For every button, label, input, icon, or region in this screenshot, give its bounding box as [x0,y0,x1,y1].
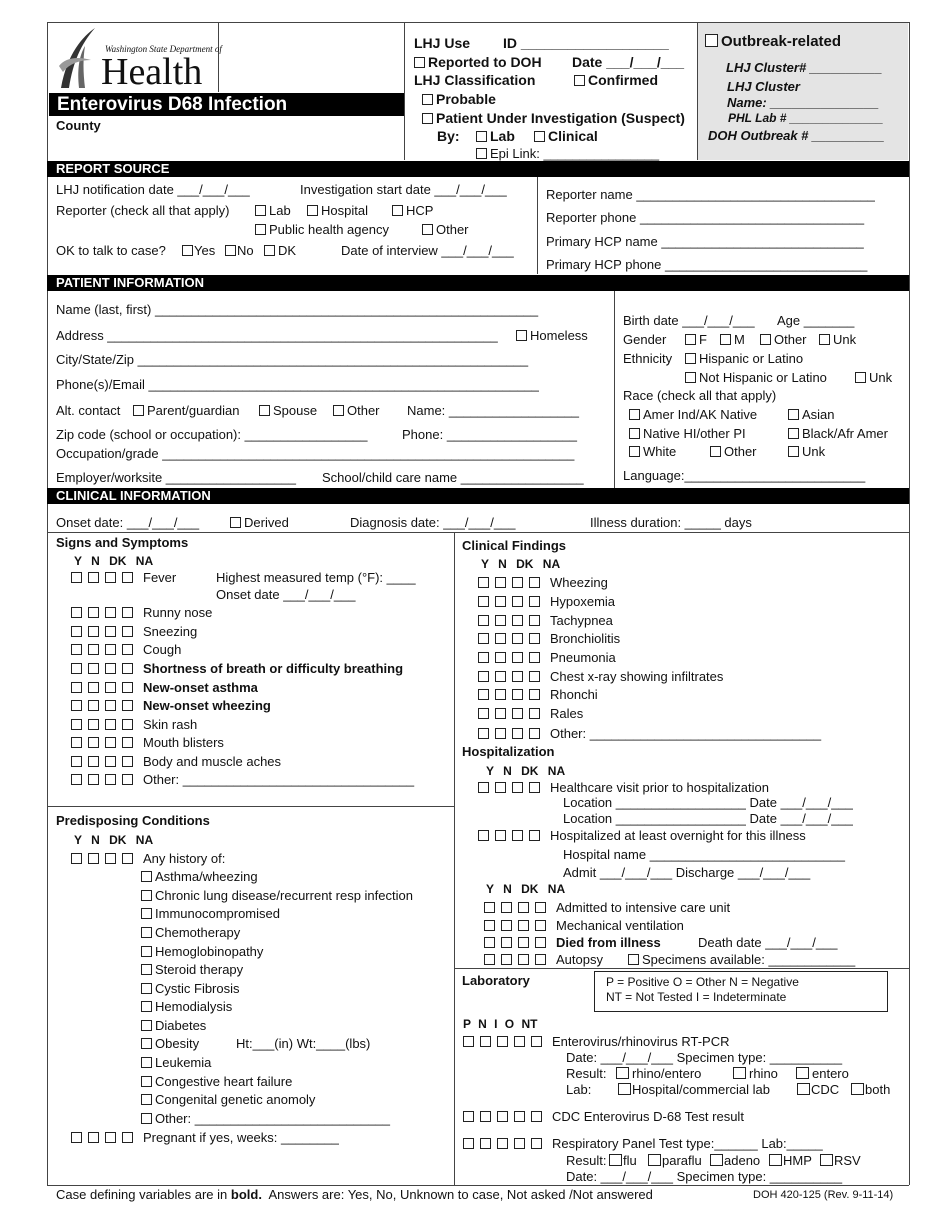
city-state-zip-field[interactable]: City/State/Zip ______________________________________________________ [56,352,529,367]
finding-row[interactable]: Rhonchi [478,687,598,702]
ethnicity-label: Ethnicity [623,351,673,366]
race-other-option[interactable]: Other [710,444,757,459]
hispanic-option[interactable]: Hispanic or Latino [685,351,803,366]
county-label: County [56,118,101,133]
race-native-hi-option[interactable]: Native HI/other PI [629,426,746,441]
history-item[interactable]: Congenital genetic anomoly [141,1092,315,1107]
resp-hmp[interactable]: HMP [769,1153,812,1168]
symptom-row[interactable]: Mouth blisters [71,735,224,750]
symptom-row[interactable]: New-onset wheezing [71,698,271,713]
resp-flu[interactable]: flu [609,1153,637,1168]
finding-row[interactable]: Tachypnea [478,613,613,628]
history-item[interactable]: Diabetes [141,1018,206,1033]
symptom-row[interactable]: Shortness of breath or difficulty breathing [71,661,403,676]
icu-yn-header: Y N DK NA [486,882,566,896]
probable-option[interactable]: Probable [422,91,496,107]
lhj-cluster-num[interactable]: LHJ Cluster# __________ [726,60,883,75]
alt-spouse-option[interactable]: Spouse [259,403,317,418]
any-history-row[interactable]: Any history of: [71,851,225,866]
gender-f-option[interactable]: F [685,332,707,347]
gender-m-option[interactable]: M [720,332,745,347]
legend-line-1: P = Positive O = Other N = Negative [606,975,799,989]
history-item[interactable]: Other: ___________________________ [141,1111,390,1126]
reporter-public-health-option[interactable]: Public health agency [255,222,389,237]
lab-result-header: P N I O NT [463,1017,538,1031]
derived-option[interactable]: Derived [230,515,289,530]
resp-adeno[interactable]: adeno [710,1153,760,1168]
zip-code-field[interactable]: Zip code (school or occupation): _________________ [56,427,368,442]
lhj-use-label: LHJ Use [414,35,471,51]
history-item[interactable]: Chemotherapy [141,925,240,940]
lhj-id-field[interactable]: ID ___________________ [503,35,669,51]
symptom-row[interactable]: New-onset asthma [71,680,258,695]
resp-paraflu[interactable]: paraflu [648,1153,702,1168]
history-item[interactable]: Congestive heart failure [141,1074,292,1089]
finding-row[interactable]: Pneumonia [478,650,616,665]
by-label: By: [437,128,460,144]
signs-yn-header: Y N DK NA [74,554,154,568]
reporter-hospital-option[interactable]: Hospital [307,203,368,218]
result-entero[interactable]: entero [796,1066,849,1081]
laboratory-title: Laboratory [462,973,530,988]
ethnicity-unk-option[interactable]: Unk [855,370,892,385]
highest-temp-field[interactable]: Highest measured temp (°F): ____ [216,570,416,585]
history-item[interactable]: Leukemia [141,1055,211,1070]
gender-unk-option[interactable]: Unk [819,332,856,347]
alt-contact-label: Alt. contact [56,403,121,418]
symptom-row[interactable]: Sneezing [71,624,197,639]
phone-email-field[interactable]: Phone(s)/Email ______________________________________________________ [56,377,539,392]
history-item[interactable]: Hemodialysis [141,999,232,1014]
dept-name: Washington State Department of [105,44,222,54]
specimens-available[interactable]: Specimens available: ____________ [628,952,855,967]
alt-parent-option[interactable]: Parent/guardian [133,403,240,418]
symptom-row[interactable]: Runny nose [71,605,212,620]
school-field[interactable]: School/child care name _________________ [322,470,584,485]
died-row[interactable]: Died from illness [484,935,661,950]
admit-discharge-field[interactable]: Admit ___/___/___ Discharge ___/___/___ [563,865,811,880]
finding-row[interactable]: Wheezing [478,575,608,590]
hospitalization-title: Hospitalization [462,744,555,759]
logo-swoosh-icon [55,26,101,92]
height-weight-field[interactable]: Ht:___(in) Wt:____(lbs) [236,1036,371,1051]
doh-outbreak-field[interactable]: DOH Outbreak # __________ [708,128,885,143]
form-number: DOH 420-125 (Rev. 9-11-14) [753,1189,894,1201]
cluster-name-field[interactable]: Name: _______________ [727,95,879,110]
form-title: Enterovirus D68 Infection [49,93,404,116]
case-defining-note: Case defining variables are in bold. Answers are: Yes, No, Unknown to case, Not asked /Not answered [56,1187,653,1202]
clinical-info-header: CLINICAL INFORMATION [47,488,909,504]
reported-date-field[interactable]: Date ___/___/___ [572,54,685,70]
fever-onset-date[interactable]: Onset date ___/___/___ [216,587,356,602]
symptom-row[interactable]: Cough [71,642,181,657]
history-item[interactable]: Asthma/wheezing [141,869,258,884]
by-lab-option[interactable]: Lab [476,128,515,144]
reporter-lab-option[interactable]: Lab [255,203,291,218]
race-black-option[interactable]: Black/Afr Amer [788,426,888,441]
race-label: Race (check all that apply) [623,388,777,403]
rtpcr-result-label: Result: [566,1066,607,1081]
mech-vent-row[interactable]: Mechanical ventilation [484,918,684,933]
clinical-findings-title: Clinical Findings [462,538,567,553]
lab-cdc[interactable]: CDC [797,1082,839,1097]
by-clinical-option[interactable]: Clinical [534,128,598,144]
ok-dk-option[interactable]: DK [264,243,296,258]
not-hispanic-option[interactable]: Not Hispanic or Latino [685,370,827,385]
autopsy-row[interactable]: Autopsy [484,952,603,967]
history-item[interactable]: Chronic lung disease/recurrent resp infection [141,888,413,903]
finding-row[interactable]: Chest x-ray showing infiltrates [478,669,723,684]
symptom-row[interactable]: Skin rash [71,717,197,732]
lhj-cluster-label: LHJ Cluster [727,79,800,94]
predisposing-title: Predisposing Conditions [56,813,210,828]
death-date-field[interactable]: Death date ___/___/___ [698,935,838,950]
resp-panel-row[interactable]: Respiratory Panel Test type:______ Lab:_____ [463,1136,823,1151]
symptom-row[interactable]: Other: ________________________________ [71,772,414,787]
finding-row[interactable]: Bronchiolitis [478,631,620,646]
reporter-other-option[interactable]: Other [422,222,469,237]
pui-option[interactable]: Patient Under Investigation (Suspect) [422,110,685,126]
primary-hcp-phone-field[interactable]: Primary HCP phone ____________________________ [546,257,868,272]
reported-to-doh[interactable]: Reported to DOH [414,54,542,70]
location-1-field[interactable]: Location __________________ Date ___/___/___ [563,795,853,810]
hc-visit-row[interactable]: Healthcare visit prior to hospitalization [478,780,769,795]
lhj-notification-date[interactable]: LHJ notification date ___/___/___ [56,182,250,197]
race-white-option[interactable]: White [629,444,676,459]
legend-line-2: NT = Not Tested I = Indeterminate [606,990,787,1004]
finding-row[interactable]: Hypoxemia [478,594,615,609]
result-rhino-entero[interactable]: rhino/entero [616,1066,701,1081]
onset-date-field[interactable]: Onset date: ___/___/___ [56,515,200,530]
language-field[interactable]: Language:_________________________ [623,468,866,483]
confirmed-option[interactable]: Confirmed [574,72,658,88]
resp-result-label: Result: [566,1153,607,1168]
history-item[interactable]: Immunocompromised [141,906,280,921]
race-amer-ind-option[interactable]: Amer Ind/AK Native [629,407,757,422]
finding-row[interactable]: Rales [478,706,583,721]
ok-yes-option[interactable]: Yes [182,243,215,258]
lab-legend-box [594,971,888,1012]
history-item[interactable]: Cystic Fibrosis [141,981,240,996]
age-field[interactable]: Age _______ [777,313,855,328]
findings-yn-header: Y N DK NA [481,557,561,571]
icu-row[interactable]: Admitted to intensive care unit [484,900,730,915]
race-asian-option[interactable]: Asian [788,407,835,422]
reporter-hcp-option[interactable]: HCP [392,203,433,218]
phl-lab-field[interactable]: PHL Lab # ______________ [728,111,884,125]
date-of-interview[interactable]: Date of interview ___/___/___ [341,243,514,258]
resp-rsv[interactable]: RSV [820,1153,861,1168]
birth-date-field[interactable]: Birth date ___/___/___ [623,313,755,328]
rtpcr-row[interactable]: Enterovirus/rhinovirus RT-PCR [463,1034,729,1049]
history-item[interactable]: Hemoglobinopathy [141,944,263,959]
gender-label: Gender [623,332,667,347]
report-source-header: REPORT SOURCE [47,161,909,177]
epi-link-option[interactable]: Epi Link: ________________ [476,146,659,161]
ok-no-option[interactable]: No [225,243,254,258]
hosp-yn-header: Y N DK NA [486,764,566,778]
location-2-field[interactable]: Location __________________ Date ___/___/___ [563,811,853,826]
history-item[interactable]: Steroid therapy [141,962,243,977]
symptom-fever[interactable]: Fever [71,570,176,585]
reported-checkbox[interactable] [414,57,425,68]
lab-both[interactable]: both [851,1082,890,1097]
reporter-name-field[interactable]: Reporter name _________________________________ [546,187,875,202]
employer-field[interactable]: Employer/worksite __________________ [56,470,296,485]
cdc-test-row[interactable]: CDC Enterovirus D-68 Test result [463,1109,744,1124]
hospital-name-field[interactable]: Hospital name ___________________________ [563,847,845,862]
reporter-check-label: Reporter (check all that apply) [56,203,230,218]
rtpcr-date-field[interactable]: Date: ___/___/___ Specimen type: __________ [566,1050,843,1065]
alt-other-option[interactable]: Other [333,403,380,418]
ok-to-talk-label: OK to talk to case? [56,243,166,258]
alt-name-field[interactable]: Name: __________________ [407,403,580,418]
outbreak-related-option[interactable]: Outbreak-related [705,33,841,50]
occupation-field[interactable]: Occupation/grade _________________________________________________________ [56,446,575,461]
patient-name-field[interactable]: Name (last, first) _____________________________________________________ [56,302,539,317]
reporter-phone-field[interactable]: Reporter phone _______________________________ [546,210,865,225]
investigation-start-date[interactable]: Investigation start date ___/___/___ [300,182,507,197]
race-unk-option[interactable]: Unk [788,444,825,459]
alt-phone-field[interactable]: Phone: __________________ [402,427,577,442]
primary-hcp-name-field[interactable]: Primary HCP name ____________________________ [546,234,864,249]
illness-duration-field[interactable]: Illness duration: _____ days [590,515,752,530]
gender-other-option[interactable]: Other [760,332,807,347]
predisposing-yn-header: Y N DK NA [74,833,154,847]
logo-word: Health [101,51,203,93]
finding-row[interactable]: Other: ________________________________ [478,726,821,741]
history-item[interactable]: Obesity [141,1036,199,1051]
result-rhino[interactable]: rhino [733,1066,778,1081]
lhj-classification-label: LHJ Classification [414,72,536,88]
signs-symptoms-title: Signs and Symptoms [56,535,189,550]
symptom-row[interactable]: Body and muscle aches [71,754,281,769]
pregnant-row[interactable]: Pregnant if yes, weeks: ________ [71,1130,339,1145]
homeless-option[interactable]: Homeless [516,328,588,343]
hospitalized-row[interactable]: Hospitalized at least overnight for this illness [478,828,806,843]
patient-info-header: PATIENT INFORMATION [47,275,909,291]
address-field[interactable]: Address ______________________________________________________ [56,328,498,343]
lab-hospital-commercial[interactable]: Hospital/commercial lab [618,1082,770,1097]
rtpcr-lab-label: Lab: [566,1082,592,1097]
diagnosis-date-field[interactable]: Diagnosis date: ___/___/___ [350,515,516,530]
resp-date-field[interactable]: Date: ___/___/___ Specimen type: __________ [566,1169,843,1184]
